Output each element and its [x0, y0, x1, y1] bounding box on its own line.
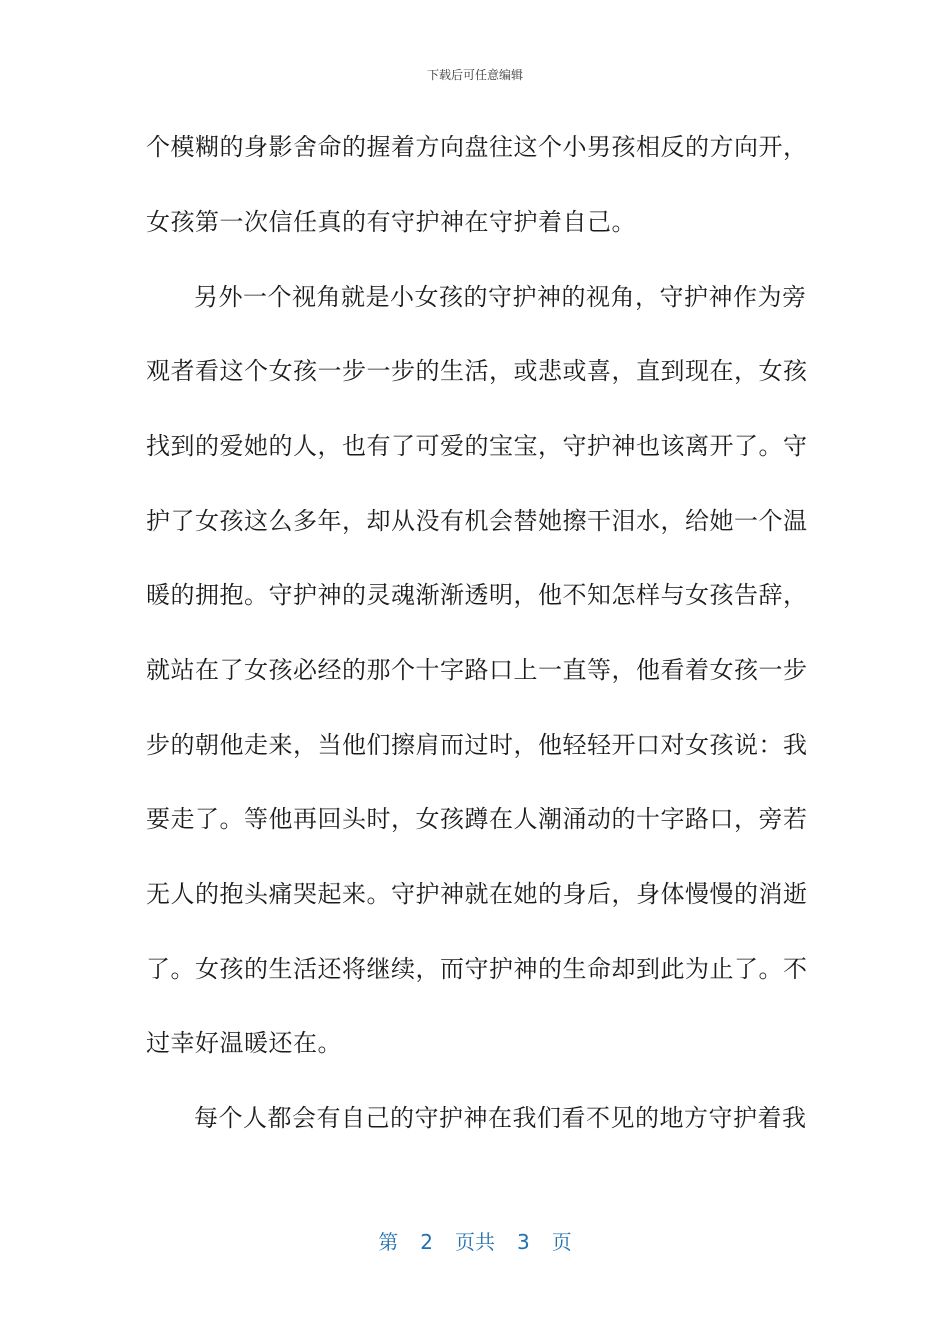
text-line: 个模糊的身影舍命的握着方向盘往这个小男孩相反的方向开，: [146, 133, 808, 161]
text-line: 步的朝他走来，当他们擦肩而过时，他轻轻开口对女孩说：我: [146, 731, 808, 759]
text-line: 无人的抱头痛哭起来。守护神就在她的身后，身体慢慢的消逝: [146, 880, 808, 908]
footer-suffix: 页: [551, 1230, 572, 1254]
text-line: 找到的爱她的人，也有了可爱的宝宝，守护神也该离开了。守: [146, 432, 808, 460]
text-line: 过幸好温暖还在。: [146, 1029, 342, 1057]
page-number-footer: [0, 1226, 950, 1255]
footer-middle: 页共: [455, 1230, 495, 1254]
header-note: 下载后可任意编辑: [426, 68, 523, 82]
text-line: 就站在了女孩必经的那个十字路口上一直等，他看着女孩一步: [146, 656, 808, 684]
text-line: 每个人都会有自己的守护神在我们看不见的地方守护着我: [194, 1104, 807, 1132]
text-line: 观者看这个女孩一步一步的生活，或悲或喜，直到现在，女孩: [146, 357, 808, 385]
text-line: 护了女孩这么多年，却从没有机会替她擦干泪水，给她一个温: [146, 507, 808, 535]
text-line: 另外一个视角就是小女孩的守护神的视角，守护神作为旁: [194, 283, 807, 311]
text-line: 女孩第一次信任真的有守护神在守护着自己。: [146, 208, 636, 236]
text-line: 要走了。等他再回头时，女孩蹲在人潮涌动的十字路口，旁若: [146, 805, 808, 833]
current-page-number: 2: [420, 1230, 433, 1254]
total-page-number: 3: [517, 1230, 530, 1254]
footer-prefix: 第: [378, 1230, 399, 1254]
text-line: 暖的拥抱。守护神的灵魂渐渐透明，他不知怎样与女孩告辞，: [146, 581, 808, 609]
text-line: 了。女孩的生活还将继续，而守护神的生命却到此为止了。不: [146, 955, 808, 983]
